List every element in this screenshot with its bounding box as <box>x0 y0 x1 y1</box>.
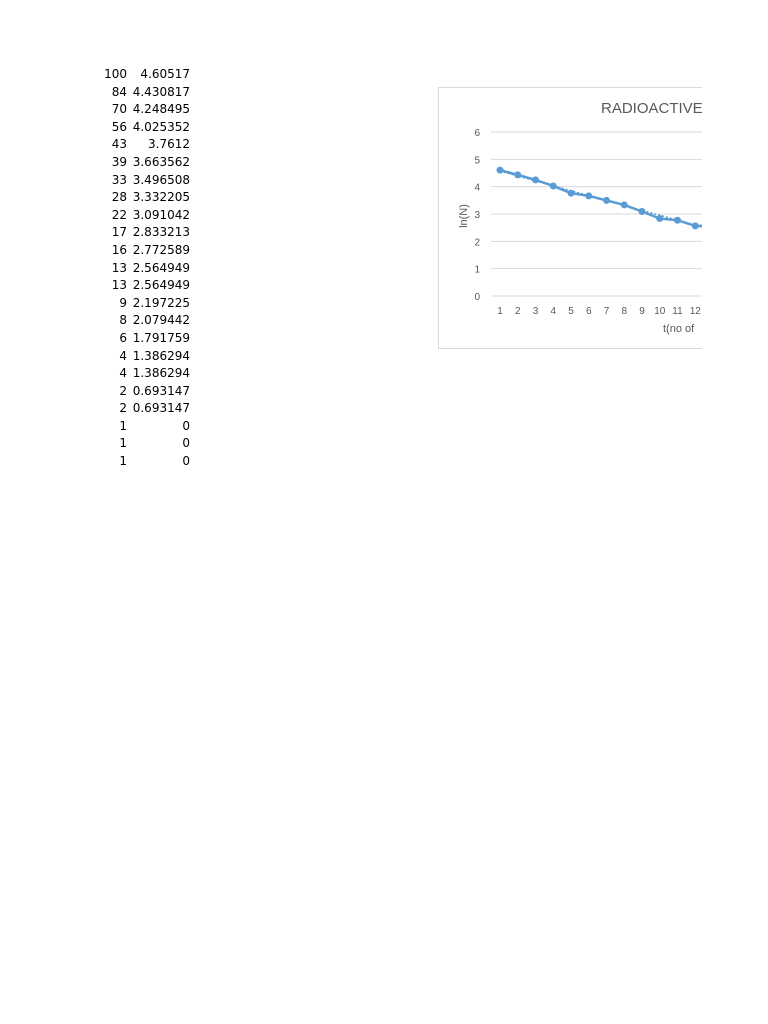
ln-count-cell[interactable]: 3.663562 <box>132 154 190 169</box>
count-cell[interactable]: 9 <box>119 295 127 310</box>
table-row <box>100 242 190 260</box>
x-tick-label: 10 <box>654 306 666 317</box>
ln-count-cell[interactable]: 1.791759 <box>132 330 190 345</box>
x-tick-label: 5 <box>568 306 574 317</box>
table-row <box>100 84 190 102</box>
count-cell[interactable]: 1 <box>119 436 127 451</box>
ln-count-cell[interactable]: 1.386294 <box>132 366 190 381</box>
x-tick-label: 2 <box>514 306 521 317</box>
count-cell[interactable]: 8 <box>119 313 127 328</box>
table-row <box>100 224 190 242</box>
table-row <box>100 172 190 190</box>
chart-area[interactable] <box>438 87 702 349</box>
table-row <box>100 101 190 119</box>
x-tick-label: 3 <box>532 306 539 317</box>
ln-count-cell[interactable]: 2.833213 <box>132 225 190 240</box>
ln-count-cell[interactable]: 2.564949 <box>132 278 190 293</box>
data-point <box>674 217 681 224</box>
table-row <box>100 277 190 295</box>
series-line <box>500 170 702 226</box>
ln-count-cell[interactable]: 3.091042 <box>132 207 190 222</box>
x-tick-label: 7 <box>603 306 610 317</box>
y-tick-label: 0 <box>474 292 480 303</box>
table-row <box>100 453 190 471</box>
count-cell[interactable]: 22 <box>111 207 127 222</box>
ln-count-cell[interactable]: 4.248495 <box>132 102 190 117</box>
x-tick-label: 11 <box>672 306 683 317</box>
data-point <box>585 192 592 199</box>
data-point <box>550 182 557 189</box>
data-point <box>514 171 521 178</box>
data-point <box>656 215 663 222</box>
count-cell[interactable]: 84 <box>111 84 127 99</box>
ln-count-cell[interactable]: 0.693147 <box>132 401 190 416</box>
y-tick-label: 1 <box>474 264 480 276</box>
ln-count-cell[interactable]: 2.197225 <box>132 295 190 310</box>
table-row <box>100 189 190 207</box>
ln-count-cell[interactable]: 2.079442 <box>132 313 190 328</box>
x-tick-label: 6 <box>585 306 592 317</box>
data-point <box>639 208 646 215</box>
count-cell[interactable]: 70 <box>111 102 127 117</box>
count-cell[interactable]: 16 <box>111 242 127 257</box>
x-tick-label: 4 <box>550 306 557 317</box>
ln-count-cell[interactable]: 4.430817 <box>132 84 190 99</box>
y-tick-label: 4 <box>474 182 480 194</box>
data-point <box>692 222 699 229</box>
data-table <box>100 66 190 471</box>
table-row <box>100 348 190 366</box>
x-tick-label: 1 <box>497 306 503 317</box>
x-axis-label: t(no of <box>663 323 695 335</box>
count-cell[interactable]: 56 <box>111 119 127 134</box>
y-tick-label: 2 <box>474 237 480 249</box>
ln-count-cell[interactable]: 0 <box>182 454 190 469</box>
count-cell[interactable]: 2 <box>119 401 127 416</box>
ln-count-cell[interactable]: 2.772589 <box>132 242 190 257</box>
line-chart <box>439 88 702 349</box>
ln-count-cell[interactable]: 1.386294 <box>132 348 190 363</box>
table-row <box>100 312 190 330</box>
table-row <box>100 400 190 418</box>
table-row <box>100 435 190 453</box>
count-cell[interactable]: 33 <box>111 172 127 187</box>
data-point <box>568 190 575 197</box>
count-cell[interactable]: 6 <box>119 330 127 345</box>
x-tick-label: 8 <box>621 306 628 317</box>
table-row <box>100 207 190 225</box>
count-cell[interactable]: 13 <box>111 278 127 293</box>
y-tick-label: 5 <box>474 155 480 167</box>
count-cell[interactable]: 39 <box>111 154 127 169</box>
table-row <box>100 383 190 401</box>
count-cell[interactable]: 100 <box>104 67 127 81</box>
ln-count-cell[interactable]: 0.693147 <box>132 383 190 398</box>
count-cell[interactable]: 43 <box>111 137 127 152</box>
ln-count-cell[interactable]: 4.60517 <box>140 67 190 81</box>
data-point <box>497 167 504 174</box>
y-tick-label: 6 <box>474 128 480 139</box>
table-row <box>100 119 190 137</box>
ln-count-cell[interactable]: 3.496508 <box>132 172 190 187</box>
y-axis-label: ln(N) <box>458 204 470 228</box>
count-cell[interactable]: 17 <box>111 225 127 240</box>
x-tick-label: 12 <box>689 306 701 317</box>
count-cell[interactable]: 28 <box>111 190 127 205</box>
table-row <box>100 66 190 84</box>
table-row <box>100 330 190 348</box>
y-tick-label: 3 <box>474 210 480 221</box>
data-point <box>603 197 610 204</box>
count-cell[interactable]: 1 <box>119 418 127 433</box>
ln-count-cell[interactable]: 3.7612 <box>148 137 190 152</box>
data-point <box>532 176 539 183</box>
table-row <box>100 136 190 154</box>
chart-title: RADIOACTIVE <box>601 100 703 117</box>
table-row <box>100 418 190 436</box>
count-cell[interactable]: 4 <box>119 348 127 363</box>
ln-count-cell[interactable]: 2.564949 <box>132 260 190 275</box>
count-cell[interactable]: 2 <box>119 383 127 398</box>
data-point <box>621 201 628 208</box>
ln-count-cell[interactable]: 0 <box>182 418 190 433</box>
count-cell[interactable]: 13 <box>111 260 127 275</box>
table-row <box>100 154 190 172</box>
table-row <box>100 365 190 383</box>
table-row <box>100 260 190 278</box>
count-cell[interactable]: 4 <box>119 366 127 381</box>
ln-count-cell[interactable]: 3.332205 <box>132 190 190 205</box>
ln-count-cell[interactable]: 0 <box>182 436 190 451</box>
count-cell[interactable]: 1 <box>119 454 127 469</box>
ln-count-cell[interactable]: 4.025352 <box>132 119 190 134</box>
table-row <box>100 295 190 313</box>
trendline <box>500 171 702 232</box>
x-tick-label: 9 <box>639 306 645 317</box>
